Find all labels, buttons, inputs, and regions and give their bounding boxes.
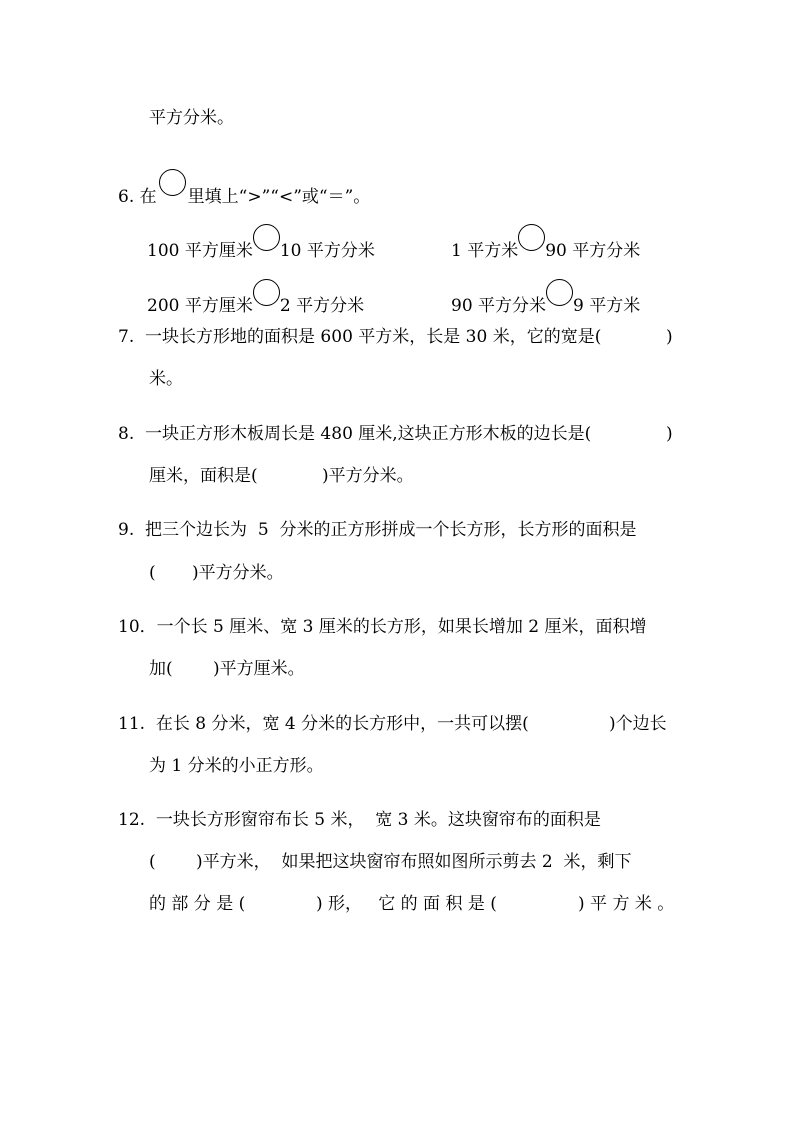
- q12-line-2b: )平方米， 如果把这块窗帘布照如图所示剪去 2 米，剩下: [196, 852, 632, 872]
- compare-circle-2[interactable]: [518, 224, 545, 251]
- q6-item-2: [451, 224, 640, 263]
- q6-text-after: 里填上“>”“<”或“＝”。: [187, 187, 371, 207]
- q10-line-2b: )平方厘米。: [213, 659, 305, 679]
- q6-item-1: [147, 224, 375, 263]
- q8-line-1: 8. 一块正方形木板周长是 480 厘米,这块正方形木板的边长是(: [118, 424, 592, 444]
- compare-circle-3[interactable]: [253, 279, 280, 306]
- q6-text-before: 在: [139, 187, 157, 207]
- q7-close-paren: ): [666, 327, 673, 347]
- q9-line-1: 9. 把三个边长为 5 分米的正方形拼成一个长方形，长方形的面积是: [118, 520, 637, 540]
- q6-item-4-right: 9 平方米: [573, 296, 641, 316]
- q9-line-2b: )平方分米。: [192, 563, 284, 583]
- answer-circle[interactable]: [159, 169, 186, 196]
- q8-line-2b: )平方分米。: [322, 466, 414, 486]
- q12-line-2a: (: [149, 852, 156, 872]
- q6-item-3-right: 2 平方分米: [279, 296, 365, 316]
- q12-line-3c: ) 平 方 米 。: [578, 894, 675, 914]
- q6-item-2-left: 1 平方米: [451, 241, 519, 261]
- q10-line-2a: 加(: [149, 659, 173, 679]
- q7-line-2: 米。: [149, 369, 183, 389]
- q8-line-2a: 厘米，面积是(: [149, 466, 258, 486]
- q6-item-1-left: 100 平方厘米: [147, 241, 253, 261]
- q8-close-paren: ): [666, 424, 673, 444]
- q6-item-4: [451, 279, 640, 318]
- q6-item-3-left: 200 平方厘米: [147, 296, 253, 316]
- q12-line-1: 12. 一块长方形窗帘布长 5 米， 宽 3 米。这块窗帘布的面积是: [118, 810, 601, 830]
- q6-item-4-left: 90 平方分米: [451, 296, 547, 316]
- q6-item-1-right: 10 平方分米: [279, 241, 375, 261]
- compare-circle-1[interactable]: [253, 224, 280, 251]
- q5-continuation: 平方分米。: [149, 108, 234, 128]
- q12-line-3b: ) 形， 它 的 面 积 是 (: [316, 894, 497, 914]
- q6-number: 6.: [118, 187, 135, 207]
- q11-line-1a: 11. 在长 8 分米，宽 4 分米的长方形中，一共可以摆(: [118, 714, 529, 734]
- q10-line-1: 10．一个长 5 厘米、宽 3 厘米的长方形，如果长增加 2 厘米，面积增: [118, 617, 647, 637]
- q11-line-1b: )个边长: [609, 714, 667, 734]
- q11-line-2: 为 1 分米的小正方形。: [149, 756, 324, 776]
- compare-circle-4[interactable]: [546, 279, 573, 306]
- q7-line-1: 7. 一块长方形地的面积是 600 平方米，长是 30 米，它的宽是(: [118, 327, 602, 347]
- q6-instruction: [118, 169, 370, 209]
- q12-line-3a: 的 部 分 是 (: [149, 894, 246, 914]
- q6-item-3: [147, 279, 364, 318]
- q9-line-2a: (: [149, 563, 156, 583]
- q6-item-2-right: 90 平方分米: [545, 241, 641, 261]
